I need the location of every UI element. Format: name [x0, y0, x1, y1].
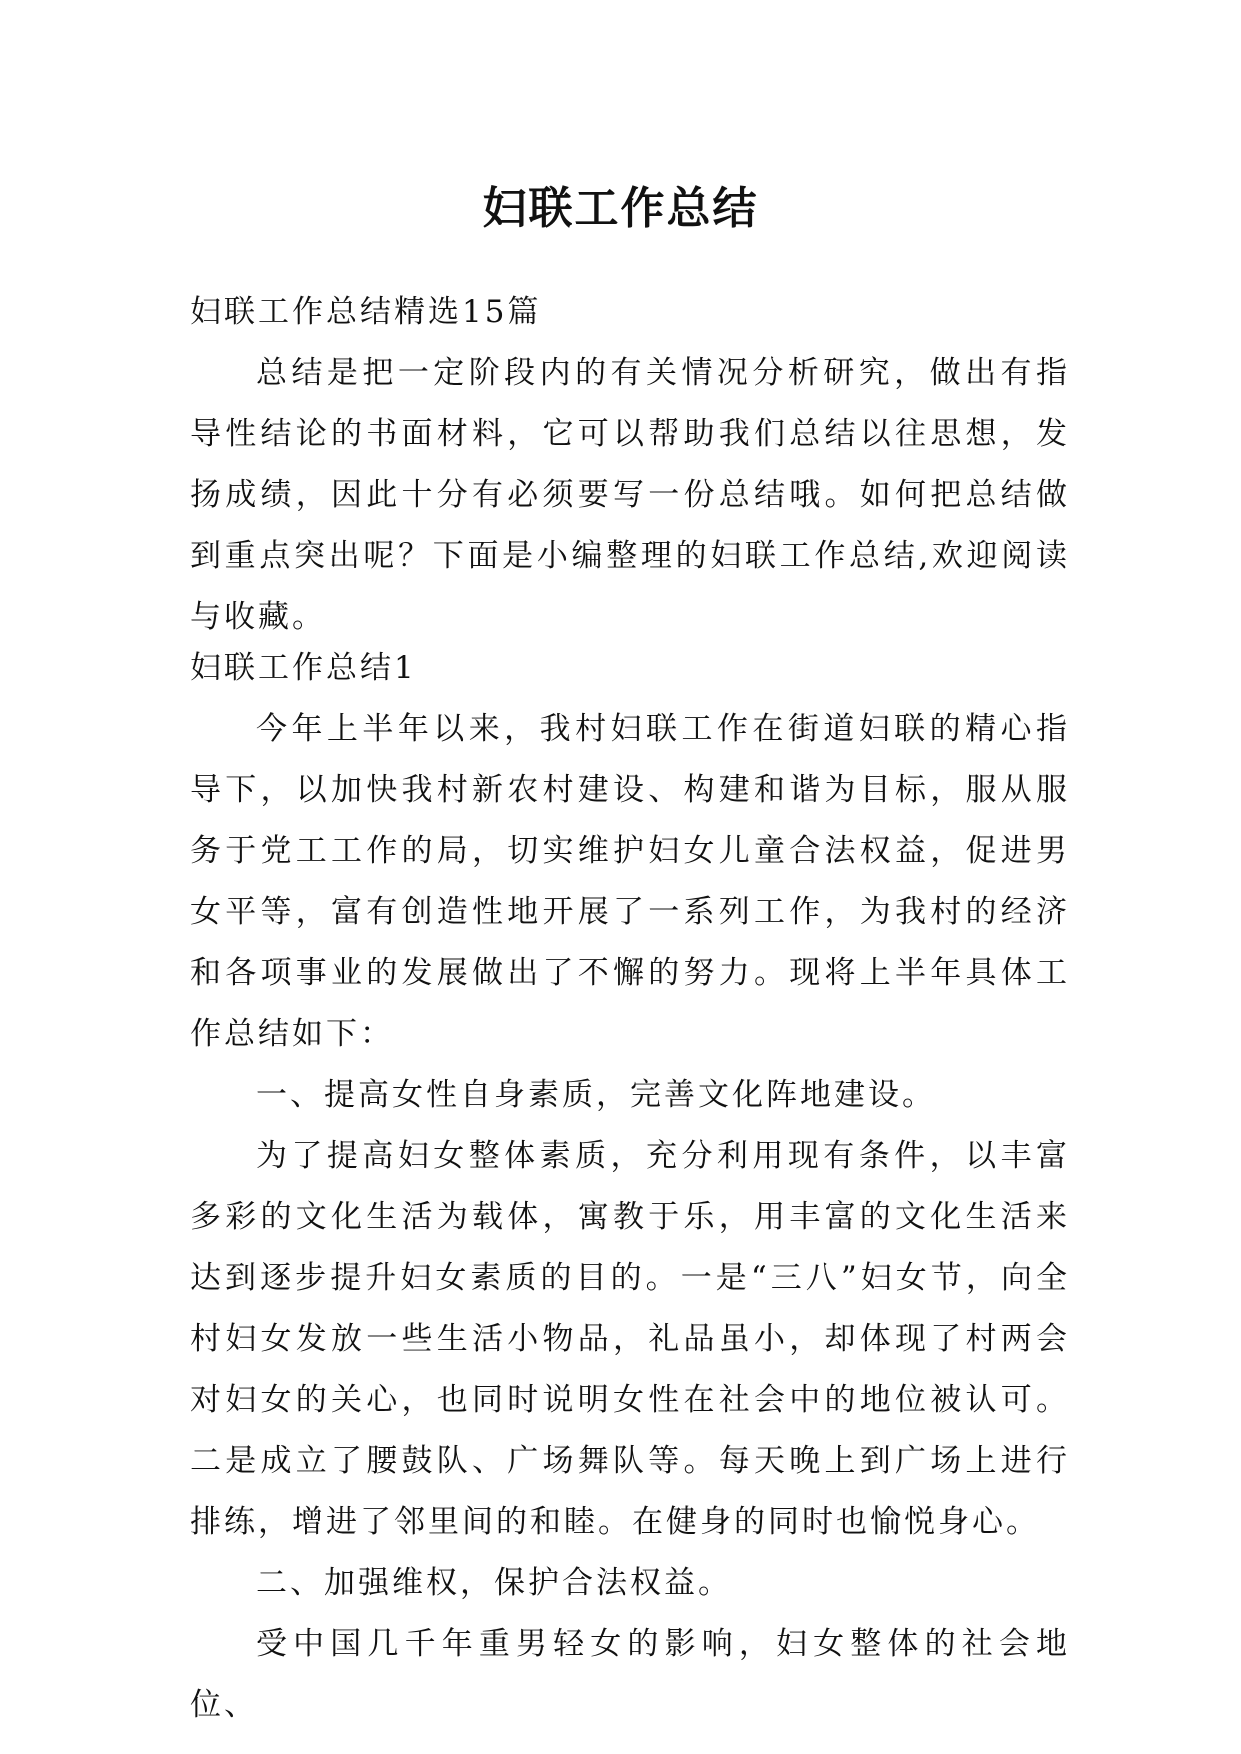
section-1 — [190, 638, 1070, 1736]
section-1-paragraph: 受中国几千年重男轻女的影响，妇女整体的社会地位、 — [190, 1626, 1070, 1723]
intro-block — [190, 282, 1070, 648]
section-1-heading: 妇联工作总结1 — [190, 650, 417, 686]
section-1-subheading-2: 二、加强维权，保护合法权益。 — [256, 1565, 732, 1601]
page-title: 妇联工作总结 — [482, 183, 759, 235]
section-1-paragraph: 今年上半年以来，我村妇联工作在街道妇联的精心指导下，以加快我村新农村建设、构建和谐为目标，服从服务于党工工作的局，切实维护妇女儿童合法权益，促进男女平等，富有创造性地开展了一系列工作，为我村的经济和各项事业的发展做出了不懈的努力。现将上半年具体工作总结如下： — [190, 711, 1070, 1052]
section-1-subheading-1: 一、提高女性自身素质，完善文化阵地建设。 — [256, 1077, 936, 1113]
intro-heading: 妇联工作总结精选15篇 — [190, 294, 542, 330]
section-1-paragraph: 为了提高妇女整体素质，充分利用现有条件，以丰富多彩的文化生活为载体，寓教于乐，用丰富的文化生活来达到逐步提升妇女素质的目的。一是“三八”妇女节，向全村妇女发放一些生活小物品，礼品虽小，却体现了村两会对妇女的关心，也同时说明女性在社会中的地位被认可。二是成立了腰鼓队、广场舞队等。每天晚上到广场上进行排练，增进了邻里间的和睦。在健身的同时也愉悦身心。 — [190, 1138, 1070, 1540]
intro-paragraph: 总结是把一定阶段内的有关情况分析研究，做出有指导性结论的书面材料，它可以帮助我们总结以往思想，发扬成绩，因此十分有必须要写一份总结哦。如何把总结做到重点突出呢？下面是小编整理的妇联工作总结,欢迎阅读与收藏。 — [190, 355, 1070, 635]
